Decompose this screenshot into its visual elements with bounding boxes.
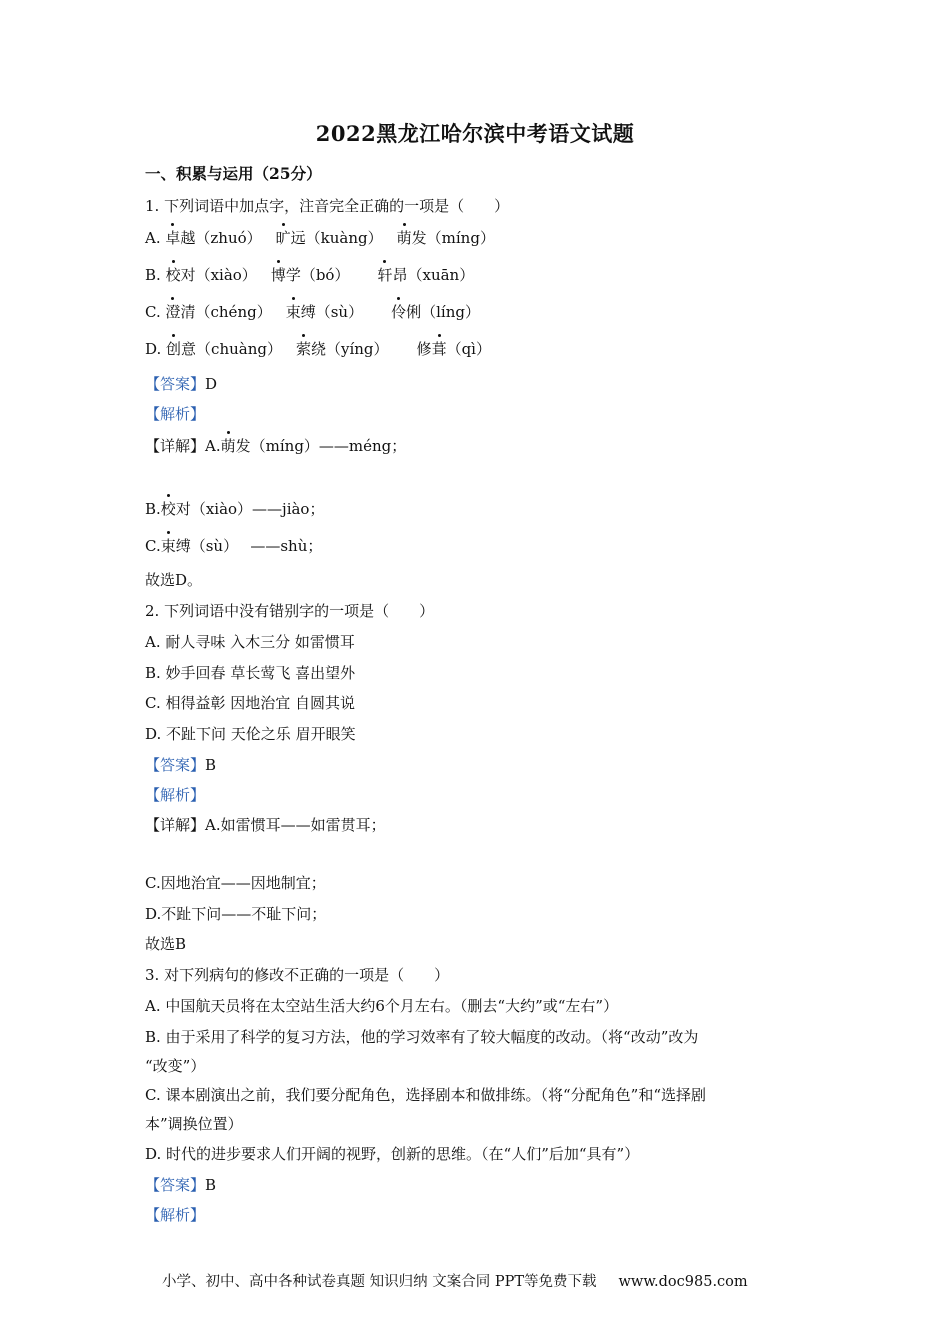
q3-stem: 3. 对下列病句的修改不正确的一项是（ ）	[145, 966, 450, 984]
word-rest: 意（chuàng）	[181, 340, 282, 358]
q3-answer	[145, 1175, 216, 1195]
q1-detail-3	[145, 536, 322, 556]
q1-option-a	[145, 228, 495, 248]
dotted-char: 葺	[431, 340, 447, 358]
q1-detail-2	[145, 499, 324, 519]
section-heading: 一、积累与运用（25分）	[145, 164, 322, 183]
dotted-char: 束	[160, 537, 176, 555]
q1-option-b	[145, 265, 474, 285]
detail-rest: 发（míng）——méng；	[235, 437, 407, 455]
detail-rest: 对（xiào）——jiào；	[175, 500, 325, 518]
answer-value: B	[205, 756, 217, 774]
q3-option-d: D. 时代的进步要求人们开阔的视野，创新的思维。（在“人们”后加“具有”）	[145, 1145, 640, 1163]
answer-tag: 【答案】	[145, 756, 206, 774]
word-rest: 远（kuàng）	[290, 229, 383, 247]
q2-answer	[145, 755, 216, 775]
detail-tag: 【详解】	[145, 437, 206, 455]
dotted-char: 澄	[165, 303, 181, 321]
detail-pre: C.	[145, 537, 161, 555]
q2-option-c: C. 相得益彰 因地治宜 自圆其说	[145, 694, 356, 712]
q3-option-b-line2: “改变”）	[145, 1057, 206, 1075]
dotted-char: 轩	[377, 266, 393, 284]
option-label: C.	[145, 303, 166, 321]
dotted-char: 校	[160, 500, 176, 518]
word-pre: 修	[416, 340, 432, 358]
q3-option-a: A. 中国航天员将在太空站生活大约6个月左右。（删去“大约”或“左右”）	[145, 997, 619, 1015]
word-rest: 发（míng）	[411, 229, 495, 247]
word-rest: 对（xiào）	[180, 266, 257, 284]
word-rest: （qì）	[446, 340, 491, 358]
dotted-char: 博	[270, 266, 286, 284]
q2-detail-2: C.因地治宜——因地制宜；	[145, 874, 326, 892]
q2-conclusion: 故选B	[145, 935, 187, 953]
detail-text: A.如雷惯耳——如雷贯耳；	[205, 816, 386, 834]
detail-pre: A.	[205, 437, 221, 455]
word-rest: 俐（líng）	[406, 303, 480, 321]
q1-option-c	[145, 302, 480, 322]
dotted-char: 伶	[391, 303, 407, 321]
q2-option-d: D. 不趾下问 天伦之乐 眉开眼笑	[145, 725, 356, 743]
q2-stem: 2. 下列词语中没有错别字的一项是（ ）	[145, 602, 435, 620]
word-rest: 越（zhuó）	[180, 229, 262, 247]
dotted-char: 萌	[220, 437, 236, 455]
answer-value: B	[205, 1176, 217, 1194]
dotted-char: 校	[165, 266, 181, 284]
q2-option-a: A. 耐人寻味 入木三分 如雷惯耳	[145, 633, 355, 651]
q3-option-c-line1: C. 课本剧演出之前，我们要分配角色，选择剧本和做排练。（将“分配角色”和“选择剧	[145, 1086, 706, 1104]
word-rest: 缚（sù）	[300, 303, 364, 321]
dotted-char: 萌	[396, 229, 412, 247]
q1-detail-1	[145, 436, 406, 456]
dotted-char: 束	[285, 303, 301, 321]
q1-analysis-tag: 【解析】	[145, 405, 206, 423]
q2-option-b: B. 妙手回春 草长莺飞 喜出望外	[145, 664, 356, 682]
q2-analysis-tag: 【解析】	[145, 786, 206, 804]
footer-link[interactable]: www.doc985.com	[618, 1274, 748, 1290]
dotted-char: 萦	[295, 340, 311, 358]
q1-answer	[145, 374, 217, 394]
dotted-char: 卓	[165, 229, 181, 247]
page-footer	[162, 1270, 748, 1291]
option-label: B.	[145, 266, 166, 284]
word-rest: 学（bó）	[285, 266, 350, 284]
q1-conclusion: 故选D。	[145, 571, 203, 589]
q3-option-c-line2: 本”调换位置）	[145, 1115, 243, 1133]
answer-tag: 【答案】	[145, 1176, 206, 1194]
word-rest: 昂（xuān）	[392, 266, 475, 284]
answer-tag: 【答案】	[145, 375, 206, 393]
q3-option-b-line1: B. 由于采用了科学的复习方法，他的学习效率有了较大幅度的改动。（将“改动”改为	[145, 1028, 699, 1046]
word-rest: 清（chéng）	[180, 303, 272, 321]
answer-value: D	[205, 375, 218, 393]
option-label: A.	[145, 229, 166, 247]
option-label: D.	[145, 340, 167, 358]
q2-detail-3: D.不趾下问——不耻下问；	[145, 905, 327, 923]
word-rest: 绕（yíng）	[311, 340, 389, 358]
q3-analysis-tag: 【解析】	[145, 1206, 206, 1224]
footer-text: 小学、初中、高中各种试卷真题 知识归纳 文案合同 PPT等免费下载	[162, 1274, 597, 1290]
dotted-char: 旷	[275, 229, 291, 247]
detail-pre: B.	[145, 500, 161, 518]
q1-option-d	[145, 339, 491, 359]
q2-detail-1	[145, 815, 386, 835]
dotted-char: 创	[166, 340, 182, 358]
q1-stem: 1. 下列词语中加点字，注音完全正确的一项是（ ）	[145, 197, 510, 215]
document-title: 2022黑龙江哈尔滨中考语文试题	[315, 121, 635, 146]
detail-tag: 【详解】	[145, 816, 206, 834]
detail-rest: 缚（sù） ——shù；	[175, 537, 323, 555]
